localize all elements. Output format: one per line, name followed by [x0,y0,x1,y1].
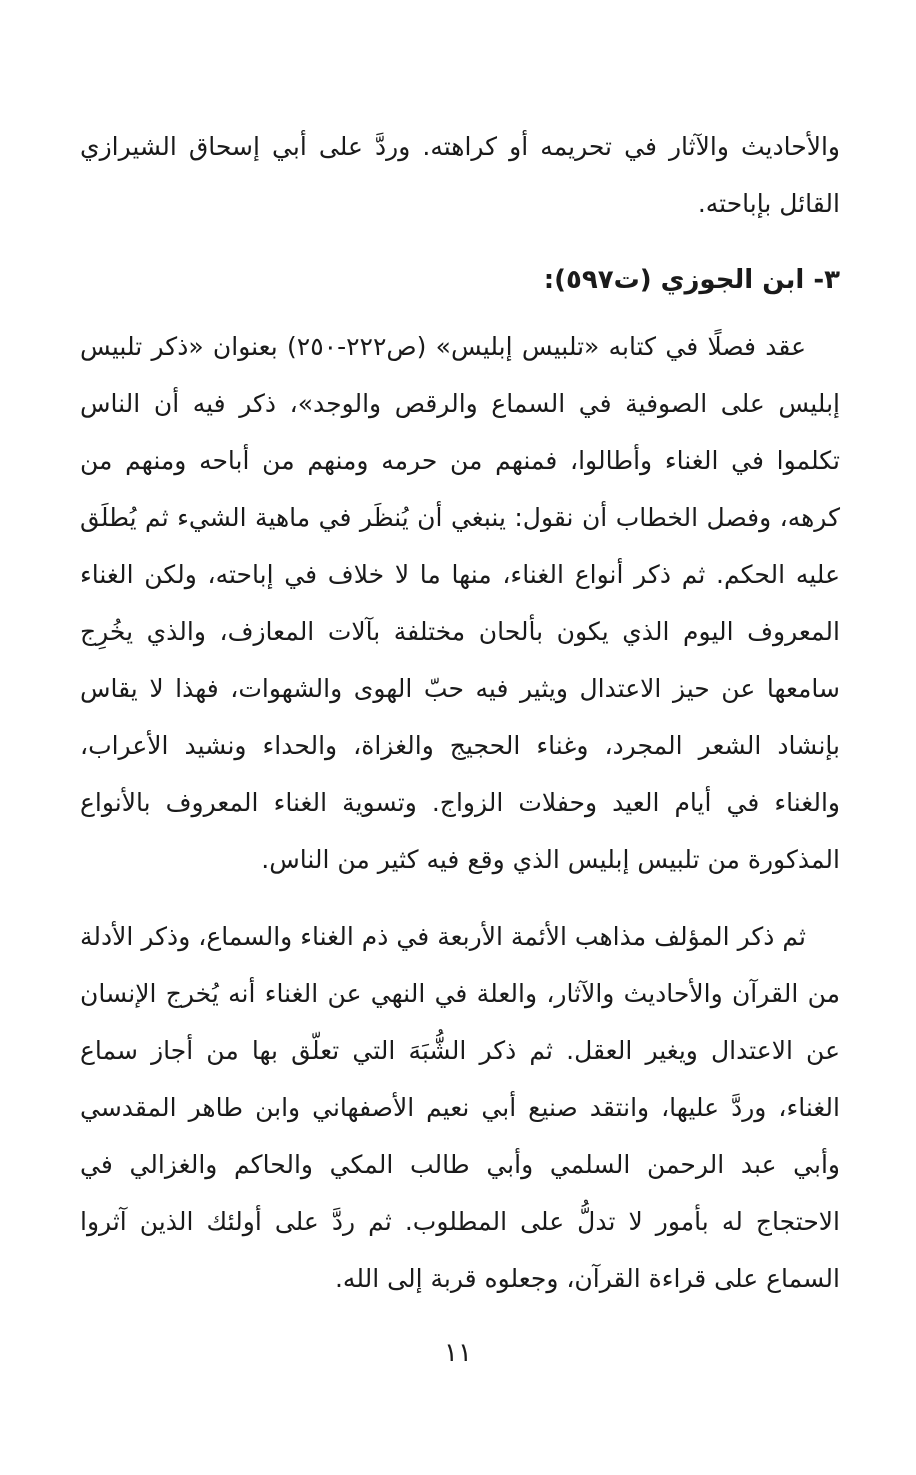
paragraph-2: ثم ذكر المؤلف مذاهب الأئمة الأربعة في ذم الغناء والسماع، وذكر الأدلة من القرآن والأحاديث والآثار، والعلة في النهي عن الغناء أنه يُخرج الإنسان عن الاعتدال ويغير العقل. ثم ذكر الشُّبَهَ التي تعلّق بها من أجاز سماع الغناء، وردَّ عليها، وانتقد صنيع أبي نعيم الأصفهاني وابن طاهر المقدسي وأبي عبد الرحمن السلمي وأبي طالب المكي والحاكم والغزالي في الاحتجاج له بأمور لا تدلُّ على المطلوب. ثم ردَّ على أولئك الذين آثروا السماع على قراءة القرآن، وجعلوه قربة إلى الله. [80,922,840,1293]
paragraph-1: عقد فصلًا في كتابه «تلبيس إبليس» (ص٢٢٢-٢٥٠) بعنوان «ذكر تلبيس إبليس على الصوفية في السماع والرقص والوجد»، ذكر فيه أن الناس تكلموا في الغناء وأطالوا، فمنهم من حرمه ومنهم من أباحه ومنهم من كرهه، وفصل الخطاب أن نقول: ينبغي أن يُنظَر في ماهية الشيء ثم يُطلَق عليه الحكم. ثم ذكر أنواع الغناء، منها ما لا خلاف في إباحته، ولكن الغناء المعروف اليوم الذي يكون بألحان مختلفة بآلات المعازف، والذي يخُرِج سامعها عن حيز الاعتدال ويثير فيه حبّ الهوى والشهوات، فهذا لا يقاس بإنشاد الشعر المجرد، وغناء الحجيج والغزاة، والحداء ونشيد الأعراب، والغناء في أيام العيد وحفلات الزواج. وتسوية الغناء المعروف بالأنواع المذكورة من تلبيس إبليس الذي وقع فيه كثير من الناس. [80,332,840,874]
section-heading: ٣- ابن الجوزي (ت٥٩٧): [543,265,840,295]
paragraph-continuation: والأحاديث والآثار في تحريمه أو كراهته. وردَّ على أبي إسحاق الشيرازي القائل بإباحته. [80,132,840,218]
page-number: ١١ [444,1338,472,1368]
